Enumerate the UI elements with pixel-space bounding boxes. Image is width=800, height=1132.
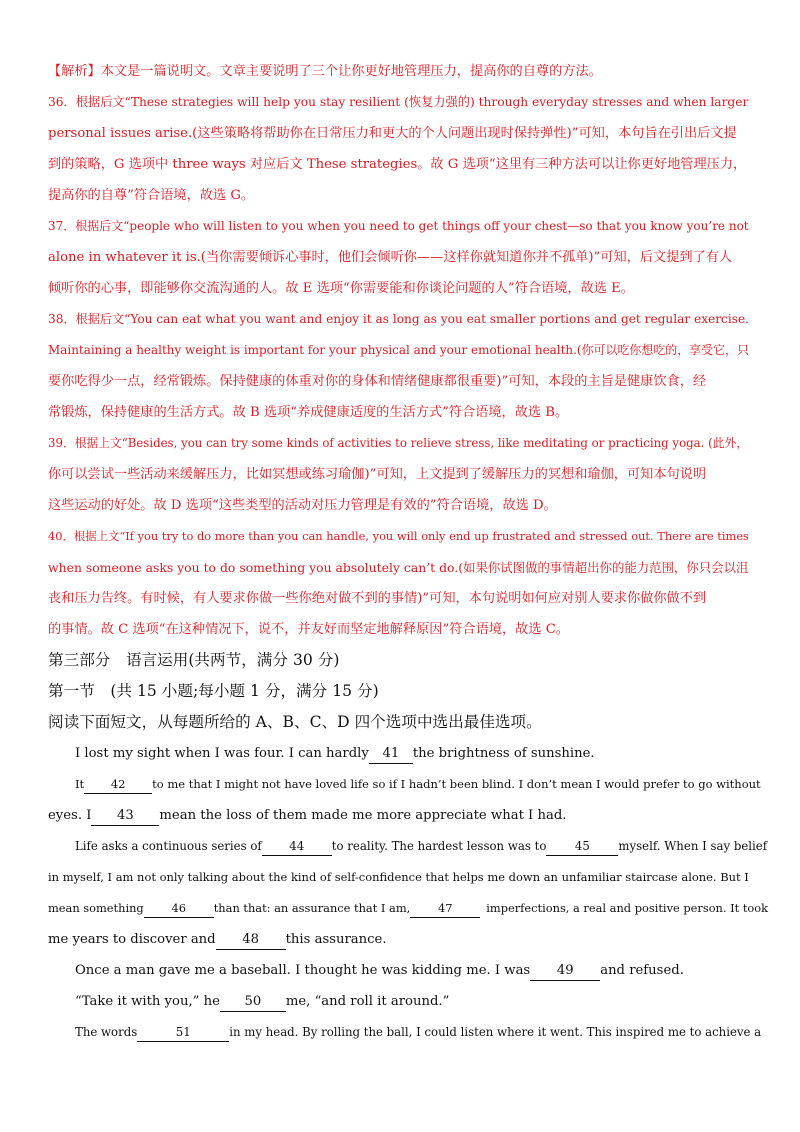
- blank-44: 44: [262, 837, 332, 856]
- passage-text: imperfections, a real and positive person. It took: [486, 901, 769, 915]
- explanation-39: [48, 428, 752, 521]
- passage-line: [48, 955, 752, 986]
- explanation-38: [48, 304, 752, 428]
- passage-line: [48, 924, 752, 955]
- explanation-line: 40．根据上文“If you try to do more than you can handle, you will only end up frustrated and stressed out. There are times: [48, 529, 749, 543]
- passage-text: than that: an assurance that I am,: [213, 901, 411, 915]
- passage-text: the brightness of sunshine.: [412, 746, 595, 761]
- passage-line: [48, 831, 768, 862]
- document-page: [48, 56, 769, 1048]
- passage-text: in my head. By rolling the ball, I could listen where it went. This inspired me to achieve a: [229, 1025, 762, 1039]
- blank-50: 50: [220, 993, 286, 1012]
- explanation-line: alone in whatever it is.(当你需要倾诉心事时，他们会倾听你——这样你就知道你并不孤单)”可知，后文提到了有人: [48, 250, 733, 265]
- explanation-line: 丧和压力告终。有时候，有人要求你做一些你绝对做不到的事情)”可知，本句说明如何应对别人要求你做你做不到: [48, 591, 707, 606]
- explanation-36: [48, 87, 752, 211]
- passage-text: eyes. I: [48, 808, 92, 823]
- cloze-passage: [48, 738, 769, 1048]
- passage-line: [48, 986, 752, 1017]
- passage-text: The words: [75, 1025, 138, 1039]
- explanation-line: 38．根据后文“You can eat what you want and enjoy it as long as you eat smaller portions and get regular exercise.: [48, 312, 749, 326]
- passage-text: myself. When I say belief: [618, 839, 768, 853]
- explanation-line: 37．根据后文“people who will listen to you when you need to get things off your chest—so that you know you’re not: [48, 219, 749, 233]
- passage-line: [48, 1017, 762, 1048]
- explanation-line: 的事情。故 C 选项“在这种情况下，说不，并友好而坚定地解释原因”符合语境，故选 C。: [48, 622, 569, 637]
- explanation-line: 到的策略，G 选项中 three ways 对应后文 These strategies。故 G 选项“这里有三种方法可以让你更好地管理压力，: [48, 157, 747, 172]
- passage-text: mean the loss of them made me more appreciate what I had.: [159, 808, 567, 823]
- explanation-37: [48, 211, 752, 304]
- blank-42: 42: [84, 775, 152, 794]
- explanation-40: [48, 521, 752, 645]
- explanation-line: 提高你的自尊”符合语境，故选 G。: [48, 188, 255, 203]
- section-part-heading: 第三部分 语言运用(共两节，满分 30 分): [48, 651, 340, 669]
- passage-line: [48, 893, 769, 924]
- explanation-line: 倾听你的心事，即能够你交流沟通的人。故 E 选项“你需要能和你谈论问题的人”符合语境，故选 E。: [48, 281, 634, 296]
- explanation-line: when someone asks you to do something you absolutely can’t do.(如果你试图做的事情超出你的能力范围，你只会以沮: [48, 560, 749, 575]
- passage-text: “Take it with you,” he: [75, 994, 220, 1009]
- passage-text: to reality. The hardest lesson was to: [331, 839, 547, 853]
- passage-text: and refused.: [600, 963, 684, 978]
- passage-line: [48, 769, 761, 800]
- blank-48: 48: [216, 931, 286, 950]
- section-instruction: 阅读下面短文，从每题所给的 A、B、C、D 四个选项中选出最佳选项。: [48, 713, 542, 731]
- blank-46: 46: [144, 899, 214, 918]
- explanation-line: 36．根据后文“These strategies will help you stay resilient (恢复力强的) through everyday stresses and when larger: [48, 95, 749, 109]
- passage-text: me years to discover and: [48, 932, 216, 947]
- passage-text: me, “and roll it around.”: [285, 994, 450, 1009]
- passage-line: [48, 800, 752, 831]
- passage-text: mean something: [48, 901, 144, 915]
- passage-text: It: [75, 777, 85, 791]
- blank-51: 51: [137, 1023, 229, 1042]
- section-sub-heading: 第一节 (共 15 小题;每小题 1 分，满分 15 分): [48, 682, 379, 700]
- blank-41: 41: [369, 745, 413, 764]
- passage-text: this assurance.: [285, 932, 387, 947]
- passage-text: Once a man gave me a baseball. I thought he was kidding me. I was: [75, 963, 531, 978]
- analysis-intro: 【解析】本文是一篇说明文。文章主要说明了三个让你更好地管理压力，提高你的自尊的方法。: [48, 64, 602, 79]
- explanation-line: 39．根据上文“Besides, you can try some kinds of activities to relieve stress, like meditating or practicing yoga. (此外，: [48, 436, 748, 450]
- blank-43: 43: [91, 807, 159, 826]
- blank-45: 45: [546, 837, 618, 856]
- explanation-line: 你可以尝试一些活动来缓解压力，比如冥想或练习瑜伽)”可知，上文提到了缓解压力的冥想和瑜伽，可知本句说明: [48, 467, 707, 482]
- passage-text: in myself, I am not only talking about the kind of self-confidence that helps me down an unfamiliar staircase alone. But I: [48, 870, 749, 884]
- passage-text: to me that I might not have loved life so if I hadn’t been blind. I don’t mean I would prefer to go without: [152, 777, 761, 791]
- explanation-line: 这些运动的好处。故 D 选项“这些类型的活动对压力管理是有效的”符合语境，故选 D。: [48, 498, 557, 513]
- passage-text: Life asks a continuous series of: [75, 839, 262, 853]
- blank-49: 49: [530, 962, 600, 981]
- explanation-line: personal issues arise.(这些策略将帮助你在日常压力和更大的个人问题出现时保持弹性)”可知，本句旨在引出后文提: [48, 126, 737, 141]
- explanation-line: Maintaining a healthy weight is important for your physical and your emotional health.(你可以吃你想吃的，享受它，只: [48, 343, 749, 357]
- explanation-line: 常锻炼，保持健康的生活方式。故 B 选项“养成健康适度的生活方式”符合语境，故选 B。: [48, 405, 569, 420]
- blank-47: 47: [410, 899, 480, 918]
- explanation-line: 要你吃得少一点，经常锻炼。保持健康的体重对你的身体和情绪健康都很重要)”可知，本段的主旨是健康饮食，经: [48, 374, 707, 389]
- passage-line: [48, 738, 752, 769]
- passage-text: I lost my sight when I was four. I can hardly: [75, 746, 369, 761]
- passage-line: [48, 862, 752, 893]
